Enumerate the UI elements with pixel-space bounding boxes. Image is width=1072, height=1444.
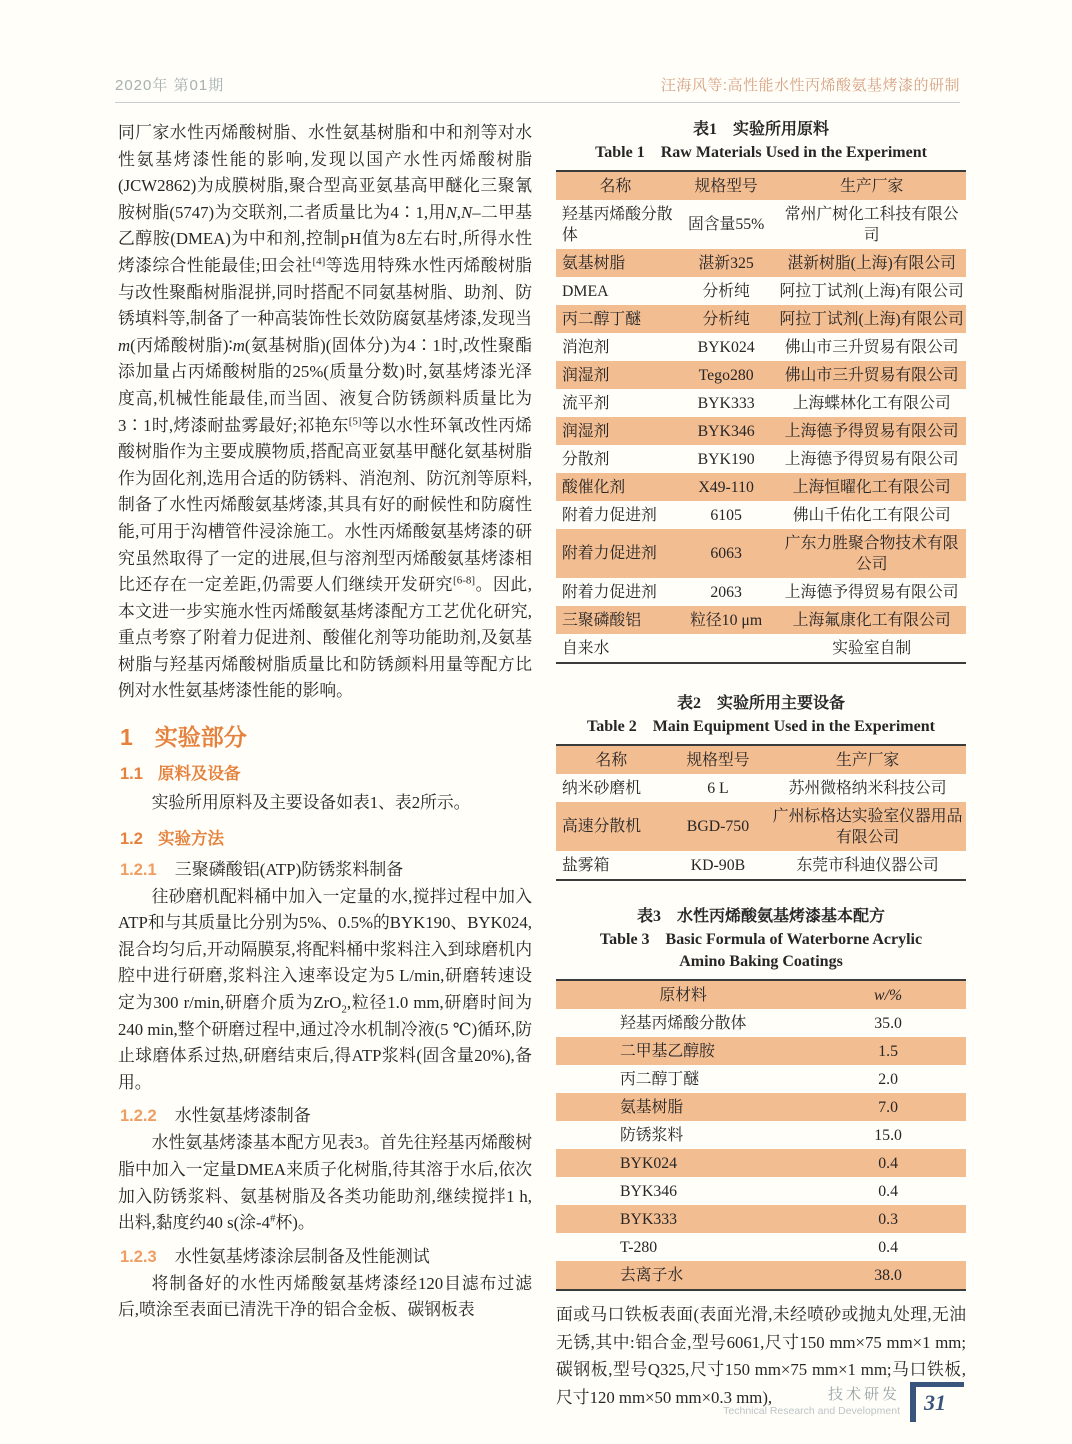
table-cell: 盐雾箱 bbox=[562, 856, 610, 874]
table-row bbox=[556, 473, 966, 501]
table-cell: X49-110 bbox=[698, 478, 754, 496]
footer-section-zh: 技术研发 bbox=[827, 1386, 900, 1404]
table-cell: 6105 bbox=[710, 506, 742, 524]
table-row bbox=[556, 277, 966, 305]
section-heading-1-2-2 bbox=[120, 1101, 532, 1126]
table-cell: BYK024 bbox=[620, 1154, 678, 1172]
footer-section-en: Technical Research and Development bbox=[723, 1404, 900, 1417]
table-cell: BYK333 bbox=[620, 1210, 678, 1228]
continuation-paragraph: 面或马口铁板表面(表面光滑,未经喷砂或抛丸处理,无油无锈,其中:铝合金,型号6061,尺寸150 mm×75 mm×1 mm; 碳钢板,型号Q325,尺寸150 mm×75 mm×1 mm;马口铁板,尺寸120 mm×50 mm×0.3 mm), bbox=[556, 1305, 966, 1407]
table-cell: 2063 bbox=[710, 583, 742, 601]
column-header: 规格型号 bbox=[686, 751, 750, 769]
section-heading-1-1 bbox=[120, 760, 532, 784]
table-cell: 阿拉丁试剂(上海)有限公司 bbox=[779, 310, 964, 328]
table-cell: 三聚磷酸铝 bbox=[562, 611, 641, 629]
section-title: 实验方法 bbox=[157, 829, 224, 848]
table-cell: 东莞市科迪仪器公司 bbox=[796, 856, 939, 874]
section-heading-1-2 bbox=[120, 825, 532, 849]
table-cell: 粒径10 μm bbox=[690, 611, 763, 629]
table-cell: 佛山市三升贸易有限公司 bbox=[784, 366, 959, 384]
table-cell: 阿拉丁试剂(上海)有限公司 bbox=[779, 282, 964, 300]
table-cell: 6 L bbox=[707, 779, 729, 797]
table-cell: 流平剂 bbox=[562, 394, 610, 412]
section-heading-1-2-1 bbox=[120, 855, 532, 880]
table-row bbox=[556, 1177, 966, 1205]
column-header: w/% bbox=[874, 986, 903, 1004]
table-row bbox=[556, 333, 966, 361]
table-cell: 上海德予得贸易有限公司 bbox=[784, 583, 959, 601]
table-cell bbox=[675, 634, 778, 663]
section-number: 1.2 bbox=[120, 829, 143, 848]
paragraph-1-2-3: 将制备好的水性丙烯酸氨基烤漆经120目滤布过滤后,喷涂至表面已清洗干净的铝合金板、碳钢板表 bbox=[118, 1273, 532, 1320]
spacer bbox=[556, 668, 966, 690]
table-row bbox=[556, 774, 966, 802]
table-row bbox=[556, 802, 966, 851]
table-cell: 纳米砂磨机 bbox=[562, 779, 641, 797]
section-number: 1.2.3 bbox=[120, 1247, 157, 1266]
table-cell: 防锈浆料 bbox=[620, 1126, 684, 1144]
table-row bbox=[556, 1009, 966, 1037]
paragraph-1-1: 实验所用原料及主要设备如表1、表2所示。 bbox=[151, 793, 471, 813]
table-cell: 润湿剂 bbox=[562, 366, 610, 384]
raw-materials-table bbox=[556, 170, 966, 664]
table-cell: 苏州微格纳米科技公司 bbox=[788, 779, 947, 797]
column-header: 生产厂家 bbox=[840, 177, 904, 195]
table-cell: 湛新树脂(上海)有限公司 bbox=[787, 254, 956, 272]
table-cell: 润湿剂 bbox=[562, 422, 610, 440]
table-row bbox=[556, 1065, 966, 1093]
table-cell: 38.0 bbox=[874, 1266, 902, 1284]
table-row bbox=[556, 1121, 966, 1149]
table-cell: KD-90B bbox=[690, 856, 746, 874]
table-cell: 高速分散机 bbox=[562, 818, 641, 835]
table-cell: 羟基丙烯酸分散体 bbox=[562, 205, 673, 244]
table-cell: 0.4 bbox=[878, 1238, 898, 1256]
table-header-row bbox=[556, 980, 966, 1009]
spacer bbox=[556, 885, 966, 903]
table-cell: 上海德予得贸易有限公司 bbox=[784, 422, 959, 440]
section-number: 1.2.2 bbox=[120, 1107, 157, 1126]
table-row bbox=[556, 851, 966, 880]
table-cell: 附着力促进剂 bbox=[562, 545, 657, 562]
table-row bbox=[556, 1205, 966, 1233]
table-row bbox=[556, 445, 966, 473]
table-cell: 佛山千佑化工有限公司 bbox=[792, 506, 951, 524]
table-row bbox=[556, 361, 966, 389]
equipment-table bbox=[556, 744, 966, 881]
table-cell: 固含量55% bbox=[687, 216, 765, 233]
table-cell: 实验室自制 bbox=[832, 639, 912, 657]
footer-labels bbox=[723, 1386, 900, 1418]
table-row bbox=[556, 606, 966, 634]
column-header: 名称 bbox=[599, 177, 632, 195]
section-number: 1.1 bbox=[120, 765, 143, 784]
table-row bbox=[556, 417, 966, 445]
section-number: 1.2.1 bbox=[120, 860, 157, 879]
table-row bbox=[556, 1093, 966, 1121]
page-number-box bbox=[910, 1382, 964, 1422]
table-cell: 湛新325 bbox=[698, 254, 754, 272]
table-row bbox=[556, 1233, 966, 1261]
table-cell: 丙二醇丁醚 bbox=[562, 310, 641, 328]
table-row bbox=[556, 634, 966, 663]
table-cell: 广东力胜聚合物技术有限公司 bbox=[784, 534, 959, 573]
table-cell: Tego280 bbox=[698, 366, 754, 384]
running-header bbox=[115, 74, 960, 103]
table-cell: 0.4 bbox=[878, 1154, 898, 1172]
table-row bbox=[556, 305, 966, 333]
table3-caption-en: Table 3 Basic Formula of Waterborne Acrylic Amino Baking Coatings bbox=[599, 931, 923, 970]
table-cell: 1.5 bbox=[878, 1042, 898, 1060]
table-cell: 二甲基乙醇胺 bbox=[620, 1042, 715, 1060]
table-cell: 氨基树脂 bbox=[620, 1098, 684, 1116]
table-row bbox=[556, 249, 966, 277]
running-title: 汪海风等:高性能水性丙烯酸氨基烤漆的研制 bbox=[660, 77, 960, 94]
table-cell: 0.4 bbox=[878, 1182, 898, 1200]
column-header: 生产厂家 bbox=[835, 751, 900, 769]
table-cell: 6063 bbox=[710, 545, 742, 562]
table-cell: 丙二醇丁醚 bbox=[620, 1070, 699, 1088]
section-title: 实验部分 bbox=[154, 724, 247, 751]
section-heading-1 bbox=[120, 719, 532, 752]
table-row bbox=[556, 1037, 966, 1065]
table-row bbox=[556, 1149, 966, 1177]
page-footer bbox=[723, 1382, 964, 1422]
table-cell: 7.0 bbox=[878, 1098, 898, 1116]
table-cell: BYK346 bbox=[697, 422, 755, 440]
right-column bbox=[556, 116, 966, 1428]
page-number: 31 bbox=[924, 1390, 946, 1415]
table3-caption-zh: 表3 水性丙烯酸氨基烤漆基本配方 bbox=[636, 908, 885, 925]
table-cell: BYK024 bbox=[697, 338, 755, 356]
table-cell: 上海蝶林化工有限公司 bbox=[792, 394, 951, 412]
table-row bbox=[556, 501, 966, 529]
table-cell: 氨基树脂 bbox=[562, 254, 626, 272]
table-cell: 15.0 bbox=[874, 1126, 902, 1144]
table-cell: 35.0 bbox=[874, 1014, 902, 1032]
section-number: 1 bbox=[120, 724, 133, 751]
formula-table bbox=[556, 979, 966, 1291]
table-row bbox=[556, 200, 966, 249]
table1-caption-en: Table 1 Raw Materials Used in the Experiment bbox=[595, 144, 927, 161]
table-cell: 广州标格达实验室仪器用品有限公司 bbox=[772, 807, 963, 846]
column-header: 规格型号 bbox=[694, 177, 758, 195]
table-cell: BYK333 bbox=[697, 394, 755, 412]
section-title: 水性氨基烤漆涂层制备及性能测试 bbox=[174, 1246, 430, 1266]
column-header: 原材料 bbox=[659, 986, 707, 1004]
table-cell: 分析纯 bbox=[702, 282, 750, 300]
table-cell: T-280 bbox=[620, 1238, 658, 1256]
issue-label: 2020年 第01期 bbox=[115, 77, 225, 94]
table-row bbox=[556, 529, 966, 578]
paragraph-1-2-2: 水性氨基烤漆基本配方见表3。首先往羟基丙烯酸树脂中加入一定量DMEA来质子化树脂,待其溶于水后,依次加入防锈浆料、氨基树脂及各类功能助剂,继续搅拌1 h,出料,黏度约40 s(涂-4#杯)。 bbox=[118, 1133, 532, 1233]
table-cell: BGD-750 bbox=[686, 818, 750, 835]
table2-caption-zh: 表2 实验所用主要设备 bbox=[676, 695, 845, 712]
table-row bbox=[556, 1261, 966, 1290]
table-cell: 附着力促进剂 bbox=[562, 506, 657, 524]
section-title: 三聚磷酸铝(ATP)防锈浆料制备 bbox=[174, 859, 404, 879]
table-cell: 酸催化剂 bbox=[562, 478, 626, 496]
table-cell: 去离子水 bbox=[620, 1266, 684, 1284]
table-cell: 上海德予得贸易有限公司 bbox=[784, 450, 959, 468]
table-cell: 上海氟康化工有限公司 bbox=[792, 611, 951, 629]
column-header: 名称 bbox=[595, 751, 628, 769]
table-cell: 分散剂 bbox=[562, 450, 610, 468]
section-title: 原料及设备 bbox=[157, 765, 241, 784]
table1-caption-zh: 表1 实验所用原料 bbox=[692, 121, 829, 138]
section-title: 水性氨基烤漆制备 bbox=[174, 1106, 311, 1126]
table-header-row bbox=[556, 745, 966, 774]
intro-paragraph: 同厂家水性丙烯酸树脂、水性氨基树脂和中和剂等对水性氨基烤漆性能的影响,发现以国产水性丙烯酸树脂(JCW2862)为成膜树脂,聚合型高亚氨基高甲醚化三聚氰胺树脂(5747)为交联剂,二者质量比为4∶1,用N,N–二甲基乙醇胺(DMEA)为中和剂,控制pH值为8左右时,所得水性烤漆综合性能最佳;田会社[4]等选用特殊水性丙烯酸树脂与改性聚酯树脂混拼,同时搭配不同氨基树脂、助剂、防锈填料等,制备了一种高装饰性长效防腐氨基烤漆,发现当m(丙烯酸树脂)∶m(氨基树脂)(固体分)为4∶1时,改性聚酯添加量占丙烯酸树脂的25%(质量分数)时,氨基烤漆光泽度高,机械性能最佳,而当固、液复合防锈颜料质量比为3∶1时,烤漆耐盐雾最好;祁艳东[5]等以水性环氧改性丙烯酸树脂作为主要成膜物质,搭配高亚氨基甲醚化氨基树脂作为固化剂,选用合适的防锈料、消泡剂、防沉剂等原料,制备了水性丙烯酸氨基烤漆,其具有好的耐候性和防腐性能,可用于沟槽管件浸涂施工。水性丙烯酸氨基烤漆的研究虽然取得了一定的进展,但与溶剂型丙烯酸氨基烤漆相比还存在一定差距,仍需要人们继续开发研究[6-8]。因此,本文进一步实施水性丙烯酸氨基烤漆配方工艺优化研究,重点考察了附着力促进剂、酸催化剂等功能助剂,及氨基树脂与羟基丙烯酸树脂质量比和防锈颜料用量等配方比例对水性氨基烤漆性能的影响。 bbox=[118, 123, 532, 701]
paragraph-1-2-1: 往砂磨机配料桶中加入一定量的水,搅拌过程中加入ATP和与其质量比分别为5%、0.5%的BYK190、BYK024,混合均匀后,开动隔膜泵,将配料桶中浆料注入到球磨机内腔中进行研磨,浆料注入速率设定为5 L/min,研磨转速设定为300 r/min,研磨介质为ZrO$_2$,粒径1.0 mm,研磨时间为240 min,整个研磨过程中,通过冷水机制冷液(5 ℃)循环,防止球磨体系过热,研磨结束后,得ATP浆料(固含量20%),备用。 bbox=[118, 886, 532, 1092]
table-cell: 佛山市三升贸易有限公司 bbox=[784, 338, 959, 356]
table2-caption-en: Table 2 Main Equipment Used in the Experiment bbox=[587, 718, 935, 735]
table-cell: BYK190 bbox=[697, 450, 755, 468]
table-cell: 自来水 bbox=[562, 639, 610, 657]
table-cell: 附着力促进剂 bbox=[562, 583, 657, 601]
table-cell: DMEA bbox=[562, 282, 609, 300]
table-row bbox=[556, 389, 966, 417]
table-cell: 常州广树化工科技有限公司 bbox=[784, 205, 959, 244]
table-cell: BYK346 bbox=[620, 1182, 678, 1200]
table-cell: 羟基丙烯酸分散体 bbox=[620, 1014, 747, 1032]
table-header-row bbox=[556, 171, 966, 200]
table-cell: 消泡剂 bbox=[562, 338, 610, 356]
table-cell: 2.0 bbox=[878, 1070, 898, 1088]
section-heading-1-2-3 bbox=[120, 1242, 532, 1267]
table-cell: 上海恒曜化工有限公司 bbox=[792, 478, 951, 496]
table-cell: 0.3 bbox=[878, 1210, 898, 1228]
table-cell: 分析纯 bbox=[702, 310, 750, 328]
left-column bbox=[118, 120, 532, 1324]
table-row bbox=[556, 578, 966, 606]
